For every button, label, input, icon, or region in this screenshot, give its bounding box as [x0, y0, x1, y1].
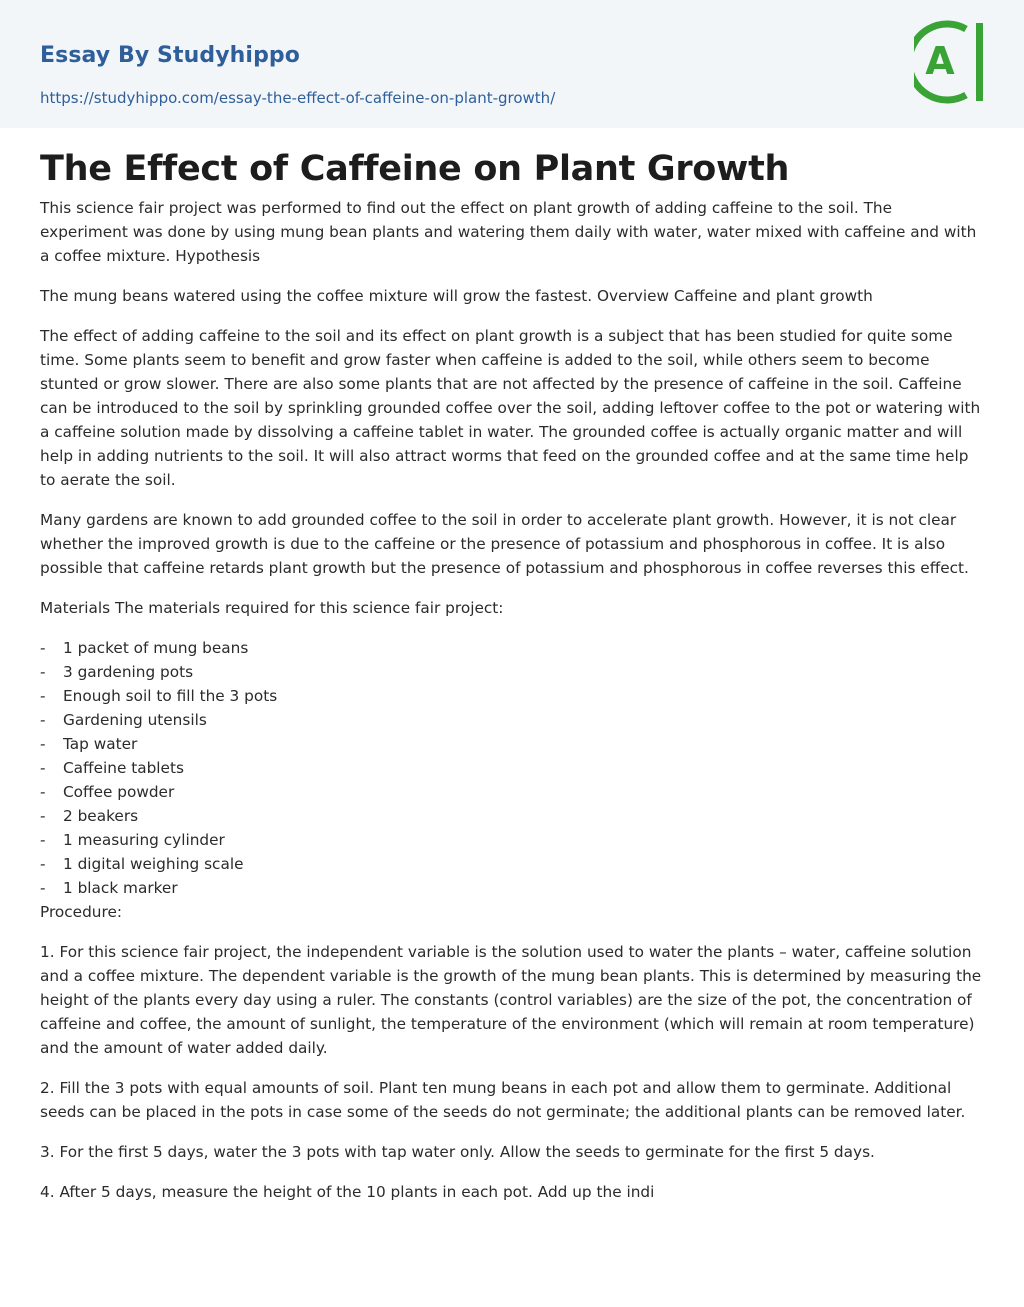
list-item: - Gardening utensils	[40, 711, 207, 729]
list-item: - Tap water	[40, 735, 138, 753]
procedure-step-3: 3. For the first 5 days, water the 3 pots with tap water only. Allow the seeds to germinate for the first 5 days.	[40, 1143, 875, 1161]
materials-list	[40, 636, 984, 900]
list-item: - Coffee powder	[40, 783, 175, 801]
paragraph-intro: This science fair project was performed to find out the effect on plant growth of adding caffeine to the soil. The experiment was done by using mung bean plants and watering them daily with water, water mixed with caffeine and with a coffee mixture. Hypothesis	[40, 199, 977, 265]
procedure-step-1: 1. For this science fair project, the independent variable is the solution used to water the plants – water, caffeine solution and a coffee mixture. The dependent variable is the growth of the mung bean plants. This is determined by measuring the height of the plants every day using a ruler. The constants (control variables) are the size of the pot, the concentration of caffeine and coffee, the amount of sunlight, the temperature of the environment (which will remain at room temperature) and the amount of water added daily.	[40, 943, 982, 1057]
list-item: - 2 beakers	[40, 807, 139, 825]
paragraph-hypothesis: The mung beans watered using the coffee mixture will grow the fastest. Overview Caffeine and plant growth	[40, 287, 873, 305]
list-item: - 3 gardening pots	[40, 663, 194, 681]
procedure-heading: Procedure:	[40, 903, 123, 921]
essay-url-link[interactable]: https://studyhippo.com/essay-the-effect-of-caffeine-on-plant-growth/	[40, 89, 556, 107]
logo-letter: A	[925, 39, 955, 83]
procedure-step-2: 2. Fill the 3 pots with equal amounts of soil. Plant ten mung beans in each pot and allow them to germinate. Additional seeds can be placed in the pots in case some of the seeds do not germinate; the additional plants can be removed later.	[40, 1079, 966, 1121]
list-item: - 1 packet of mung beans	[40, 639, 249, 657]
paragraph-gardens: Many gardens are known to add grounded coffee to the soil in order to accelerate plant growth. However, it is not clear whether the improved growth is due to the caffeine or the presence of potassium and phosphorous in coffee. It is also possible that caffeine retards plant growth but the presence of potassium and phosphorous in coffee reverses this effect.	[40, 511, 969, 577]
site-header	[0, 0, 1024, 128]
list-item: - Enough soil to fill the 3 pots	[40, 687, 278, 705]
procedure-step-4: 4. After 5 days, measure the height of the 10 plants in each pot. Add up the indi	[40, 1183, 655, 1201]
list-item: - Caffeine tablets	[40, 759, 184, 777]
materials-intro: Materials The materials required for this science fair project:	[40, 599, 504, 617]
article-title: The Effect of Caffeine on Plant Growth	[40, 149, 790, 189]
list-item: - 1 black marker	[40, 879, 178, 897]
list-item: - 1 digital weighing scale	[40, 855, 244, 873]
paragraph-overview: The effect of adding caffeine to the soil and its effect on plant growth is a subject that has been studied for quite some time. Some plants seem to benefit and grow faster when caffeine is added to the soil, while others seem to become stunted or grow slower. There are also some plants that are not affected by the presence of caffeine in the soil. Caffeine can be introduced to the soil by sprinkling grounded coffee over the soil, adding leftover coffee to the pot or watering with a caffeine solution made by dissolving a caffeine tablet in water. The grounded coffee is actually organic matter and will help in adding nutrients to the soil. It will also attract worms that feed on the grounded coffee and at the same time help to aerate the soil.	[40, 327, 981, 489]
site-brand[interactable]: Essay By Studyhippo	[40, 43, 300, 68]
studyhippo-logo-icon[interactable]	[914, 19, 986, 105]
list-item: - 1 measuring cylinder	[40, 831, 225, 849]
article-body	[0, 128, 1024, 1204]
